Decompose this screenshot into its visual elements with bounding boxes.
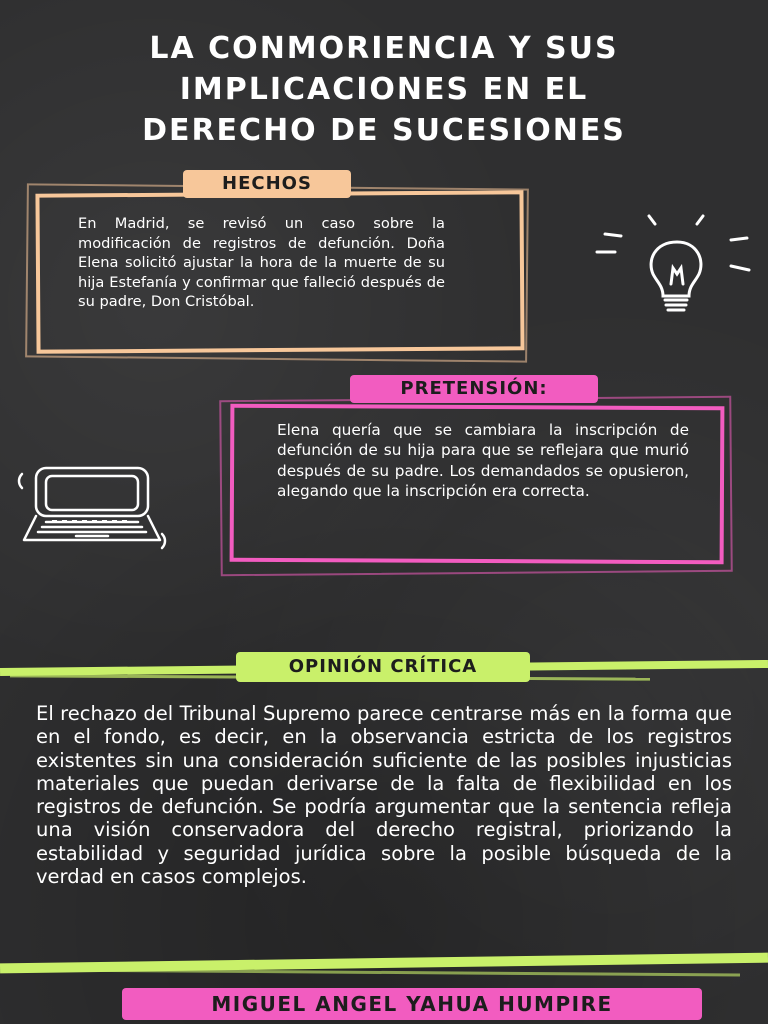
lightbulb-icon xyxy=(585,212,755,322)
opinion-text: El rechazo del Tribunal Supremo parece centrarse más en la forma que en el fondo, es decir, en la observancia estricta de los registros existentes sin una consideración suficiente de las posibles injusticias materiales que puedan derivarse de la falta de flexibilidad en los registros de defunción. Se podría argumentar que la sentencia refleja una visión conservadora del derecho registral, priorizando la estabilidad y seguridad jurídica sobre la posible búsqueda de la verdad en casos complejos. xyxy=(36,702,732,889)
hechos-label: HECHOS xyxy=(183,170,351,198)
pretension-label: PRETENSIÓN: xyxy=(350,375,598,403)
title-line-1: LA CONMORIENCIA Y SUS xyxy=(149,31,619,66)
laptop-icon xyxy=(16,460,176,555)
page-title xyxy=(0,28,768,151)
title-line-3: DERECHO DE SUCESIONES xyxy=(142,113,626,148)
opinion-bottom-stroke-2 xyxy=(40,969,740,977)
hechos-text: En Madrid, se revisó un caso sobre la modificación de registros de defunción. Doña Elena solicitó ajustar la hora de la muerte de su hija Estefanía y confirmar que falleció después de su padre, Don Cristóbal. xyxy=(78,215,445,310)
author-name: MIGUEL ANGEL YAHUA HUMPIRE xyxy=(122,988,702,1020)
title-line-2: IMPLICACIONES EN EL xyxy=(179,72,589,107)
opinion-label: OPINIÓN CRÍTICA xyxy=(236,652,530,682)
pretension-text: Elena quería que se cambiara la inscripción de defunción de su hija para que se reflejara que murió después de su padre. Los demandados se opusieron, alegando que la inscripción era correcta. xyxy=(277,421,689,501)
